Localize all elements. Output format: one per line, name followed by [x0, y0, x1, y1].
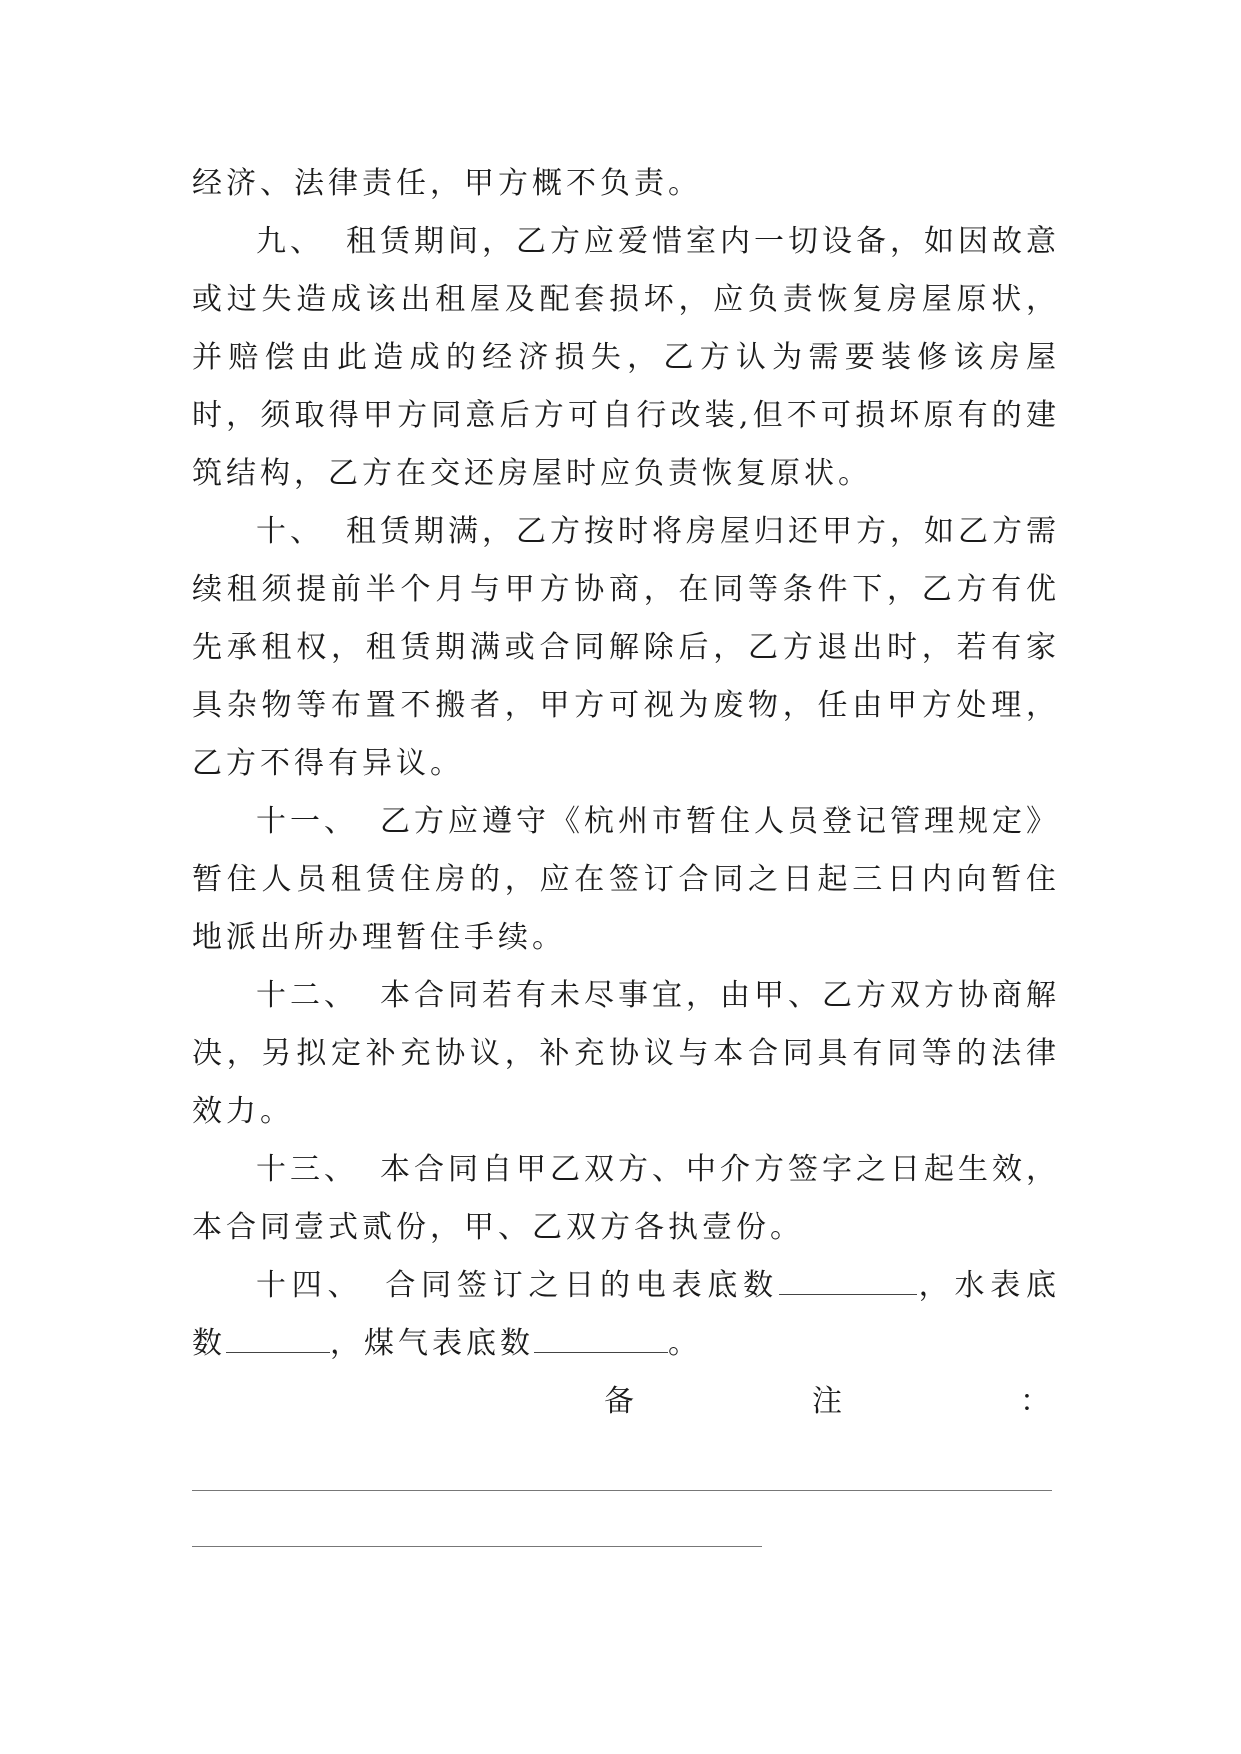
clause-number: 九、 [256, 224, 324, 259]
clause-number: 十、 [256, 514, 324, 549]
clause-13 [192, 1141, 1060, 1257]
clause-text: 本合同自甲乙双方、中介方签字之日起生效，本合同壹式贰份，甲、乙双方各执壹份。 [192, 1152, 1060, 1245]
remarks-colon: ： [1020, 1384, 1054, 1419]
clause-number: 十一、 [256, 804, 358, 839]
remarks-line-1[interactable] [192, 1490, 1052, 1491]
clause-12 [192, 967, 1060, 1141]
clause-number: 十四、 [256, 1268, 364, 1303]
gas-meter-blank[interactable] [534, 1322, 668, 1353]
clause-10 [192, 503, 1060, 793]
meter-text-end: 。 [668, 1326, 702, 1361]
paragraph-fragment [192, 155, 1060, 213]
fragment-text: 经济、法律责任，甲方概不负责。 [192, 166, 702, 201]
clause-14-meters [192, 1257, 1060, 1373]
meter-text-water: ，水表底数 [192, 1268, 1061, 1361]
meter-text-gas: ，煤气表底数 [330, 1326, 534, 1361]
clause-11 [192, 793, 1060, 967]
remarks-heading [192, 1373, 1060, 1431]
clause-text: 租赁期间，乙方应爱惜室内一切设备，如因故意或过失造成该出租屋及配套损坏，应负责恢复房屋原状，并赔偿由此造成的经济损失，乙方认为需要装修该房屋时，须取得甲方同意后方可自行改装,但不可损坏原有的建筑结构，乙方在交还房屋时应负责恢复原状。 [192, 224, 1060, 491]
contract-body [192, 155, 1060, 1431]
clause-9 [192, 213, 1060, 503]
remarks-char-2: 注 [812, 1384, 846, 1419]
clause-number: 十三、 [256, 1152, 358, 1187]
electric-meter-blank[interactable] [779, 1264, 917, 1295]
clause-text: 租赁期满，乙方按时将房屋归还甲方，如乙方需续租须提前半个月与甲方协商，在同等条件下，乙方有优先承租权，租赁期满或合同解除后，乙方退出时，若有家具杂物等布置不搬者，甲方可视为废物，任由甲方处理，乙方不得有异议。 [192, 514, 1060, 781]
water-meter-blank[interactable] [226, 1322, 330, 1353]
remarks-line-2[interactable] [192, 1546, 762, 1547]
remarks-char-1: 备 [604, 1384, 638, 1419]
clause-text: 乙方应遵守《杭州市暂住人员登记管理规定》暂住人员租赁住房的，应在签订合同之日起三日内向暂住地派出所办理暂住手续。 [192, 804, 1060, 955]
clause-text: 本合同若有未尽事宜，由甲、乙方双方协商解决，另拟定补充协议，补充协议与本合同具有同等的法律效力。 [192, 978, 1060, 1129]
clause-number: 十二、 [256, 978, 358, 1013]
meter-text-electric: 合同签订之日的电表底数 [385, 1268, 779, 1303]
